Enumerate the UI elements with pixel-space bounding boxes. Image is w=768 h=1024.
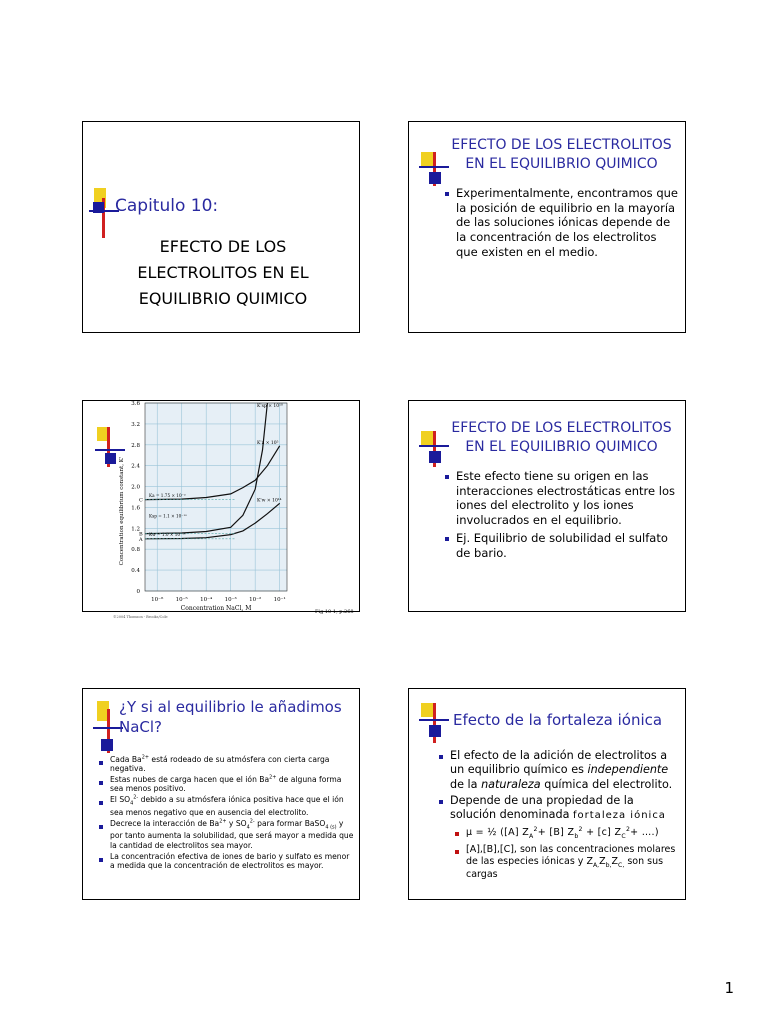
x-tick-label: 10⁻¹ (273, 597, 286, 603)
slide-6-title: Efecto de la fortaleza iónica (453, 711, 663, 729)
slide-5-title (119, 697, 359, 737)
x-tick-label: 10⁻⁶ (151, 597, 164, 603)
slide-2 (408, 121, 686, 333)
slide-5 (82, 688, 360, 900)
electrolyte-chart (83, 401, 361, 619)
title-line: EN EL EQUILIBRIO QUIMICO (465, 439, 658, 455)
curve-letter: C (139, 497, 143, 504)
y-axis-label: Concentration equilibrium constant, K' (119, 456, 125, 566)
x-tick-label: 10⁻³ (224, 597, 237, 603)
y-tick-label: 0.8 (131, 547, 140, 554)
annotation-label: Ka = 1.75 × 10⁻⁵ (149, 492, 186, 498)
note-item: [A],[B],[C], son las concentraciones molares de las especies iónicas y $Z_{A,}Z_{b,}Z_{C,}$ son sus cargas (453, 844, 679, 881)
slide-2-title (439, 136, 684, 174)
title-line: NaCl? (119, 718, 163, 736)
y-tick-label: 0 (136, 589, 140, 595)
x-tick-label: 10⁻⁵ (175, 597, 188, 603)
bullet-item: El $SO_4^{2-}$ debido a su atmósfera iónica positiva hace que el ión sea menos negativo que en ausencia del electrolito. (97, 795, 355, 817)
title-line: EQUILIBRIO QUIMICO (138, 289, 308, 308)
bullet-item: El efecto de la adición de electrolitos a un equilibrio químico es independiente de la naturaleza química del electrolito. (437, 749, 683, 792)
y-tick-label: 0.4 (131, 568, 140, 575)
copyright: ©2004 Thomson - Brooks/Cole (113, 615, 168, 619)
slide-3 (82, 400, 360, 619)
y-tick-label: 2.4 (131, 463, 140, 470)
title-line: EFECTO DE LOS ELECTROLITOS (451, 137, 672, 153)
x-axis-label: Concentration NaCl, M (180, 605, 252, 612)
slide-4 (408, 400, 686, 612)
y-tick-label: 2.0 (131, 484, 140, 491)
bullet-item: Cada $Ba^{2+}$ está rodeado de su atmósfera con cierta carga negativa. (97, 755, 355, 773)
bullet-item: Ej. Equilibrio de solubilidad el sulfato de bario. (443, 531, 681, 560)
title-line: ¿Y si al equilibrio le añadimos (119, 698, 342, 716)
slide-1-title (103, 234, 343, 312)
bullet-item: Experimentalmente, encontramos que la posición de equilibrio en la mayoría de las soluciones iónicas depende de la concentración de los electrolitos que existen en el medio. (443, 186, 679, 260)
bullet-item: Este efecto tiene su origen en las interacciones electrostáticas entre los iones del electrolito y los iones involucrados en el equilibrio. (443, 469, 681, 528)
series-label: K'a × 10⁵ (257, 440, 279, 446)
title-line: ELECTROLITOS EN EL (137, 263, 309, 282)
annotation-label: Ksp = 1.1 × 10⁻¹⁰ (149, 513, 187, 519)
curve-letter: B (139, 531, 143, 538)
slide-6 (408, 688, 686, 900)
y-tick-label: 3.2 (131, 421, 140, 428)
slide-4-title (439, 419, 684, 457)
bullet-item: La concentración efectiva de iones de bario y sulfato es menor a medida que la concentración de electrolitos es mayor. (97, 852, 355, 870)
slide-5-bullets (97, 755, 355, 870)
slide-4-bullets (443, 469, 681, 560)
title-line: EFECTO DE LOS ELECTROLITOS (451, 420, 672, 436)
slide-2-bullets (443, 186, 679, 260)
chapter-title: Capitulo 10: (115, 196, 219, 216)
bullet-item: Estas nubes de carga hacen que el ión $Ba^{2+}$ de alguna forma sea menos positivo. (97, 775, 355, 793)
y-tick-label: 2.8 (131, 442, 140, 449)
page-number: 1 (724, 979, 734, 997)
curve-letter: A (139, 536, 143, 543)
title-line: EFECTO DE LOS (159, 237, 287, 256)
slide-1 (82, 121, 360, 333)
title-line: EN EL EQUILIBRIO QUIMICO (465, 156, 658, 172)
y-tick-label: 1.2 (131, 526, 140, 533)
series-label: K'w × 10¹⁴ (257, 498, 282, 504)
x-tick-label: 10⁻⁴ (200, 597, 213, 603)
bullet-item: Depende de una propiedad de la solución denominada fortaleza iónica (437, 794, 683, 823)
formula-item: μ = ½ ([A] $Z_A^2+ [B] Z_b^2 + [c]$ $Z_C^2+$ ….) (453, 826, 679, 841)
y-tick-label: 1.6 (131, 505, 140, 512)
slide-6-subbullets (453, 826, 679, 881)
y-tick-label: 3.6 (131, 401, 140, 407)
bullet-item: Decrece la interacción de $Ba^{2+}$ y $SO_4^{2-}$ para formar BaSO$_{4 (s)}$ y por tanto aumenta la solubilidad, que será mayor a medida que la cantidad de electrolitos sea mayor. (97, 819, 355, 850)
figure-caption: Fig 10-1, p.268 (315, 609, 354, 615)
slide-6-bullets (437, 749, 683, 823)
annotation-label: Kw = 1.0 × 10⁻¹⁴ (149, 532, 186, 537)
x-tick-label: 10⁻² (249, 597, 262, 603)
series-label: K'sp × 10¹⁰ (257, 404, 283, 409)
